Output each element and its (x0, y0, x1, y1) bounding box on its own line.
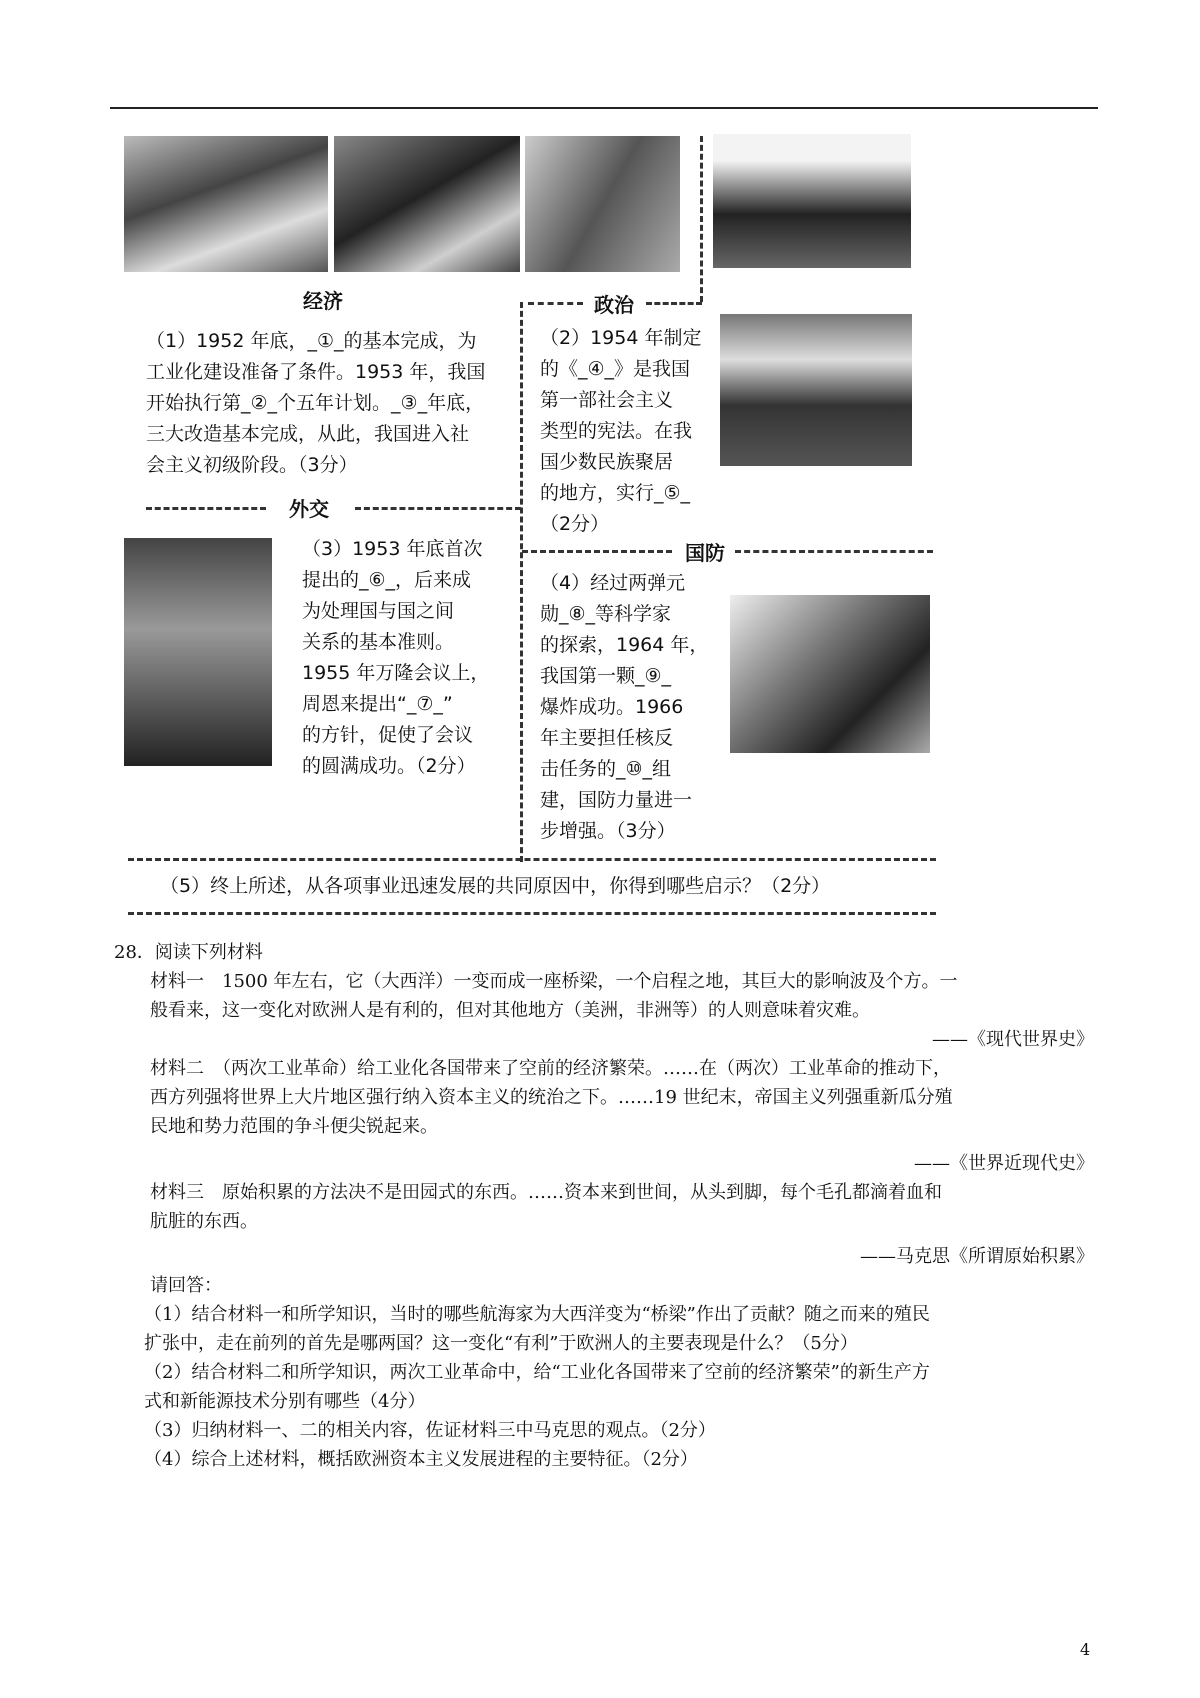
economy-line: 工业化建设准备了条件。1953 年，我国 (146, 361, 486, 383)
defense-line: 击任务的_⑩_组 (540, 758, 672, 780)
material-1-line: 材料一 1500 年左右，它（大西洋）一变而成一座桥梁，一个启程之地，其巨大的影响波及个方。一 (150, 971, 958, 992)
sub-question-line: 式和新能源技术分别有哪些（4分） (144, 1391, 426, 1412)
diplomacy-line: 提出的_⑥_，后来成 (302, 569, 472, 591)
divider-defense-left (522, 550, 672, 553)
photo-conference-speaker (124, 538, 272, 766)
politics-text (540, 323, 715, 540)
material-2-line: 西方列强将世界上大片地区强行纳入资本主义的统治之下。……19 世纪末，帝国主义列强重新瓜分殖 (150, 1087, 953, 1108)
diplomacy-line: 的圆满成功。（2分） (302, 755, 476, 777)
economy-line: 三大改造基本完成，从此，我国进入社 (146, 423, 470, 445)
heading-defense: 国防 (685, 541, 725, 565)
divider-center-vertical (520, 302, 523, 862)
heading-economy: 经济 (303, 289, 343, 313)
diplomacy-line: 1955 年万隆会议上， (302, 662, 490, 684)
question-5: （5）终上所述，从各项事业迅速发展的共同原因中，你得到哪些启示？（2分） (160, 875, 831, 897)
divider-diplomacy-right (355, 507, 521, 510)
diplomacy-line: （3）1953 年底首次 (302, 538, 483, 560)
photo-crowd-newspaper (334, 136, 520, 272)
question-28-title: 28．阅读下列材料 (114, 942, 263, 963)
photo-scientist (730, 595, 930, 753)
material-3-source: ——马克思《所谓原始积累》 (860, 1246, 1094, 1267)
photo-building (713, 134, 911, 268)
divider-top-right-vertical (700, 136, 703, 302)
material-2-source: ——《世界近现代史》 (914, 1153, 1094, 1174)
politics-line: 第一部社会主义 (540, 389, 674, 411)
material-3-line: 肮脏的东西。 (150, 1211, 258, 1232)
economy-line: 会主义初级阶段。（3分） (146, 454, 358, 476)
politics-line: 的地方，实行_⑤_ (540, 482, 691, 504)
defense-line: 的探索，1964 年， (540, 634, 709, 656)
defense-line: （4）经过两弹元 (540, 572, 686, 594)
economy-line: （1）1952 年底，_①_的基本完成，为 (146, 330, 477, 352)
divider-diplomacy-left (146, 507, 266, 510)
divider-q5-bottom (128, 912, 936, 915)
material-1-line: 般看来，这一变化对欧洲人是有利的，但对其他地方（美洲，非洲等）的人则意味着灾难。 (150, 1000, 870, 1021)
material-2-line: 材料二 （两次工业革命）给工业化各国带来了空前的经济繁荣。……在（两次）工业革命的推动下， (150, 1058, 951, 1079)
defense-line: 步增强。（3分） (540, 820, 676, 842)
material-3-line: 材料三 原始积累的方法决不是田园式的东西。……资本来到世间，从头到脚，每个毛孔都滴着血和 (150, 1182, 942, 1203)
economy-text (146, 326, 516, 481)
defense-line: 勋_⑧_等科学家 (540, 603, 672, 625)
divider-politics-head-right (646, 302, 702, 305)
sub-question-line: 扩张中，走在前列的首先是哪两国？这一变化“有利”于欧洲人的主要表现是什么？（5分） (144, 1333, 858, 1354)
economy-line: 开始执行第_②_个五年计划。_③_年底， (146, 392, 485, 414)
header-rule (110, 107, 1098, 109)
heading-politics: 政治 (594, 293, 634, 317)
page-number: 4 (1080, 1640, 1091, 1659)
politics-line: 国少数民族聚居 (540, 451, 674, 473)
defense-line: 建，国防力量进一 (540, 789, 693, 811)
defense-text (540, 568, 725, 847)
material-2-line: 民地和势力范围的争斗便尖锐起来。 (150, 1116, 438, 1137)
politics-line: 类型的宪法。在我 (540, 420, 693, 442)
divider-politics-head-left (528, 302, 583, 305)
sub-question-line: （1）结合材料一和所学知识，当时的哪些航海家为大西洋变为“桥梁”作出了贡献？随之而来的殖民 (144, 1304, 930, 1325)
photo-congress-hall (720, 314, 912, 466)
divider-defense-right (735, 550, 933, 553)
diplomacy-line: 为处理国与国之间 (302, 600, 455, 622)
material-1-source: ——《现代世界史》 (932, 1029, 1094, 1050)
divider-q5-top (128, 858, 936, 861)
sub-question-line: （4）综合上述材料，概括欧洲资本主义发展进程的主要特征。（2分） (144, 1449, 698, 1470)
defense-line: 我国第一颗_⑨_ (540, 665, 672, 687)
defense-line: 年主要担任核反 (540, 727, 674, 749)
photo-land-reform (124, 136, 328, 272)
sub-question-line: （2）结合材料二和所学知识，两次工业革命中，给“工业化各国带来了空前的经济繁荣”的新生产方 (144, 1362, 930, 1383)
diplomacy-line: 的方针，促使了会议 (302, 724, 474, 746)
defense-line: 爆炸成功。1966 (540, 696, 684, 718)
politics-line: （2）1954 年制定 (540, 327, 702, 349)
politics-line: （2分） (540, 513, 610, 535)
diplomacy-text (302, 534, 512, 782)
diplomacy-line: 关系的基本准则。 (302, 631, 455, 653)
heading-diplomacy: 外交 (289, 497, 329, 521)
diplomacy-line: 周恩来提出“_⑦_” (302, 693, 453, 715)
answer-prompt: 请回答： (150, 1275, 222, 1296)
sub-question-line: （3）归纳材料一、二的相关内容，佐证材料三中马克思的观点。（2分） (144, 1420, 716, 1441)
question-28 (110, 938, 1098, 1474)
photo-worker (525, 136, 680, 272)
politics-line: 的《_④_》是我国 (540, 358, 691, 380)
